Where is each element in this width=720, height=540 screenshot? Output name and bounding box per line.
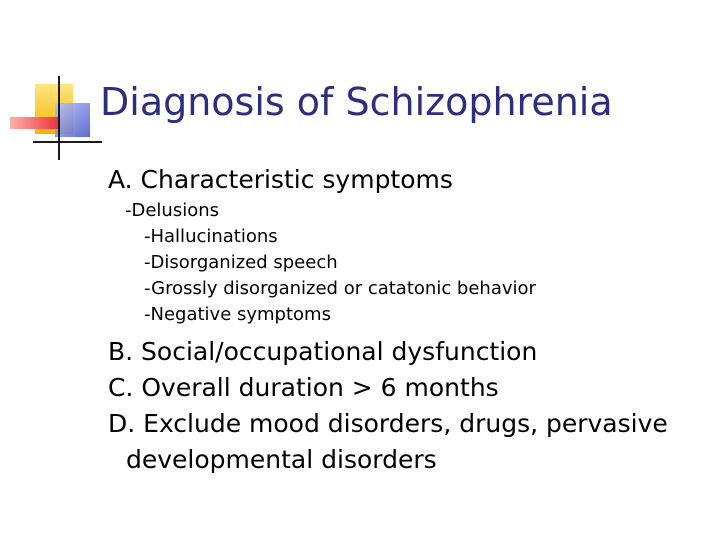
item-d-continuation: developmental disorders xyxy=(126,445,437,474)
slide-title: Diagnosis of Schizophrenia xyxy=(100,80,613,124)
item-c: C. Overall duration > 6 months xyxy=(108,373,499,402)
symptom-hallucinations: -Hallucinations xyxy=(144,226,278,247)
symptom-delusions: -Delusions xyxy=(125,200,220,221)
symptom-negative: -Negative symptoms xyxy=(144,304,331,325)
slide-body xyxy=(108,163,708,478)
item-a: A. Characteristic symptoms xyxy=(108,165,453,194)
item-d: D. Exclude mood disorders, drugs, pervasive xyxy=(108,409,668,438)
slide-template-logo-icon xyxy=(0,0,110,170)
symptom-disorganized-behavior: -Grossly disorganized or catatonic behavior xyxy=(144,278,536,299)
item-b: B. Social/occupational dysfunction xyxy=(108,337,538,366)
symptom-disorganized-speech: -Disorganized speech xyxy=(144,252,338,273)
